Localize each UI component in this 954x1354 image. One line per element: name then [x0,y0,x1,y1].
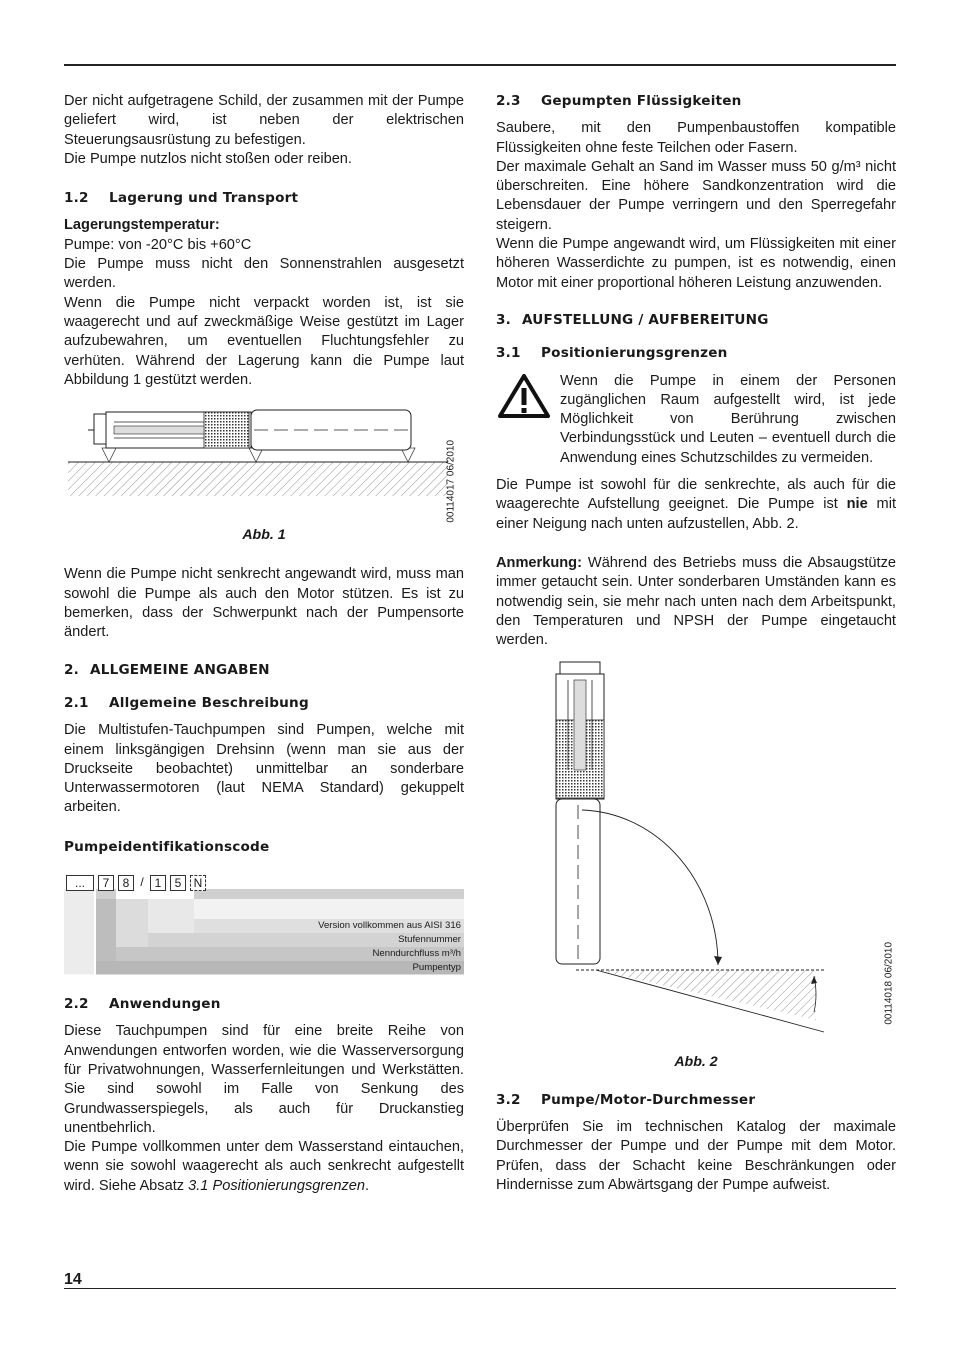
code-box-8: 8 [118,875,134,891]
code-box-type: ... [66,875,94,891]
figure-2 [496,660,896,1045]
code-labels [318,919,461,975]
code-box-1: 1 [150,875,166,891]
horizontal-pump-drawing [64,400,464,518]
code-label-flow: Nenndurchfluss m³/h [372,948,461,960]
description-paragraph: Die Multistufen-Tauchpumpen sind Pumpen, welche mit einem linksgängigen Drehsinn (wenn man sie aus der Druckseite beobachtet) unmittelbar an sonderbare Unterwassermotoren (laut NEMA Standard) gekuppelt arbeiten. [64,722,464,816]
header-rule [64,64,896,66]
pump-code-heading: Pumpeidentifikationscode [64,838,270,855]
figure-2-caption: Abb. 2 [674,1054,718,1071]
warning-icon [496,372,552,420]
code-slash: / [140,875,144,890]
applications-paragraph-2: Die Pumpe vollkommen unter dem Wasserstand eintauchen, wenn sie sowohl waagerecht als auch senkrecht aufgestellt wird. Siehe Absatz 3.1 Positionierungsgrenzen. [64,1139,464,1194]
warning-text: Wenn die Pumpe in einem der Personen zugänglichen Raum aufgestellt wird, ist jede Möglichkeit von Berührung zwischen Verbindungsstück und Leuten – eventuell durch die Anwendung eines Schutzschildes zu vermeiden. [560,372,896,466]
section-3-1-heading: 3.1 Positionierungsgrenzen [496,345,728,362]
figure-2-code: 00114018 06/2010 [883,942,895,1026]
storage-temp-label: Lagerungstemperatur: [64,217,220,234]
positioning-paragraph: Die Pumpe ist sowohl für die senkrechte, als auch für die waagerechte Aufstellung geeignet. Die Pumpe ist nie mit einer Neigung nach unten aufzustellen, Abb. 2. [496,477,897,532]
code-label-pump-type: Pumpentyp [412,962,461,974]
code-box-7: 7 [98,875,114,891]
support-paragraph: Wenn die Pumpe nicht senkrecht angewandt wird, muss man sowohl die Pumpe als auch den Motor stützen. Es ist zu bemerken, dass der Schwerpunkt nach der Pumpensorte ändert. [64,566,464,641]
storage-temp-value: Pumpe: von -20°C bis +60°C [64,236,252,253]
storage-paragraph-2: Wenn die Pumpe nicht verpackt worden ist, ist sie waagerecht und auf zweckmäßige Weise gestützt im Lager aufzubewahren, um eventuellen Fluchtungsfehler zu verhüten. Während der Lagerung kann die Pumpe laut Abbildung 1 gestützt werden. [64,294,464,388]
liquids-paragraph-3: Wenn die Pumpe angewandt wird, um Flüssigkeiten mit einer höheren Wasserdichte zu pumpen, ist es notwendig, einen Motor mit einer proportional höheren Leistung anzuwenden. [496,236,896,291]
figure-1 [64,400,464,523]
pump-identification-code [64,875,464,975]
section-2-1-heading: 2.1 Allgemeine Beschreibung [64,694,309,711]
section-2-3-heading: 2.3 Gepumpten Flüssigkeiten [496,93,742,109]
code-box-row [66,875,206,891]
note-paragraph: Anmerkung: Während des Betriebs muss die Absaugstütze immer getaucht sein. Unter sonderbaren Umständen kann es notwendig sein, sie mehr nach unten nach dem Arbeitspunkt, den Temperaturen und NPSH der Pumpe eingetaucht werden. [496,554,896,649]
section-2-heading: 2. ALLGEMEINE ANGABEN [64,661,270,678]
code-box-n: N [190,875,206,891]
intro-paragraph-2: Die Pumpe nutzlos nicht stoßen oder reiben. [64,150,352,167]
section-1-2-heading: 1.2 Lagerung und Transport [64,190,299,207]
section-3-2-heading: 3.2 Pumpe/Motor-Durchmesser [496,1091,756,1108]
vertical-pump-drawing [496,660,896,1045]
section-2-2-heading: 2.2 Anwendungen [64,996,221,1013]
footer-rule [64,1288,896,1289]
storage-paragraph-1: Die Pumpe muss nicht den Sonnenstrahlen ausgesetzt werden. [64,256,464,292]
section-3-heading: 3. AUFSTELLUNG / AUFBEREITUNG [496,311,769,328]
figure-1-caption: Abb. 1 [242,527,286,544]
warning-block [496,372,896,468]
code-box-5: 5 [170,875,186,891]
left-column [64,92,464,1196]
diameter-paragraph: Überprüfen Sie im technischen Katalog der maximale Durchmesser der Pumpe und der Pumpe mit dem Motor. Prüfen, dass der Schacht keine Beschränkungen oder Hindernisse zum Abwärtsgang der Pumpe aufweist. [496,1119,896,1193]
right-column [496,92,896,1195]
applications-paragraph-1: Diese Tauchpumpen sind für eine breite Reihe von Anwendungen entworfen worden, wie die Wasserversorgung für Privatwohnungen, Wasserfernleitungen und Werkstätten. Sie sind sowohl im Falle von Senkung des Grundwasserspiegels, als auch für Druckanstieg unentbehrlich. [64,1023,464,1136]
liquids-paragraph-2: Der maximale Gehalt an Sand im Wasser muss 50 g/m³ nicht überschreiten. Eine höhere Sandkonzentration wird die Lebensdauer der Pumpe verringern und den Sperregefahr steigern. [496,158,896,233]
code-label-stages: Stufennummer [398,934,461,946]
figure-1-code: 00114017 06/2010 [445,440,457,523]
code-label-version: Version vollkommen aus AISI 316 [318,920,461,932]
page-number: 14 [64,1271,82,1288]
intro-paragraph-1: Der nicht aufgetragene Schild, der zusammen mit der Pumpe geliefert wird, ist neben der elektrischen Steuerungsausrüstung zu befestigen. [64,93,464,148]
liquids-paragraph-1: Saubere, mit den Pumpenbaustoffen kompatible Flüssigkeiten ohne feste Teilchen oder Fasern. [496,120,896,156]
